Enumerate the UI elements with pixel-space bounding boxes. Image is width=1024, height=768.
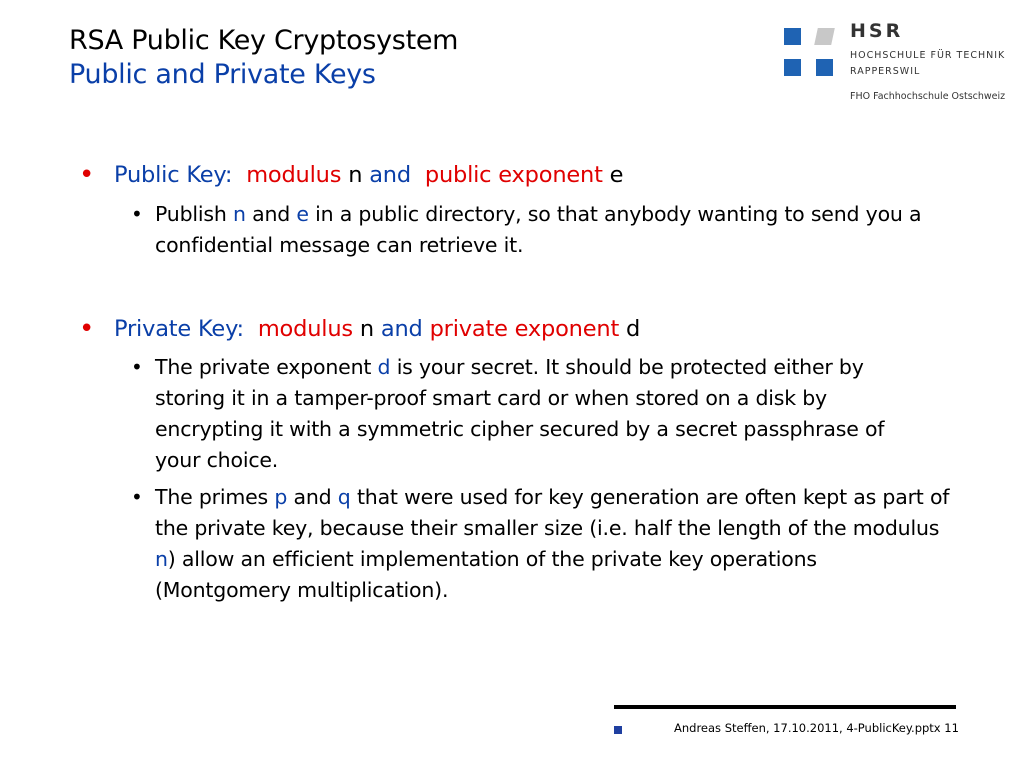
bullet-dot-icon: • xyxy=(131,202,143,226)
logo-line-2: RAPPERSWIL xyxy=(850,66,921,77)
bullet-public-key-text: Public Key: modulus n and public exponent e xyxy=(114,162,624,188)
logo-line-1: HOCHSCHULE FÜR TECHNIK xyxy=(850,50,1006,61)
footer-divider xyxy=(614,705,956,709)
bullet-dot-icon: • xyxy=(79,314,95,344)
sub-bullet-publish-text: Publish n and e in a public directory, so that anybody wanting to send you a confidential message can retrieve it. xyxy=(155,202,922,257)
logo-square-icon xyxy=(784,28,801,45)
sub-bullet-primes-text: The primes p and q that were used for key generation are often kept as part of the private key, because their smaller size (i.e. half the length of the modulus n) allow an efficient implementation of the private key operations (Montgomery multiplication). xyxy=(155,485,950,602)
title-line-2: Public and Private Keys xyxy=(69,59,376,90)
bullet-dot-icon: • xyxy=(131,485,143,509)
logo-line-3: FHO Fachhochschule Ostschweiz xyxy=(850,91,1006,102)
bullet-dot-icon: • xyxy=(79,160,95,190)
logo-square-icon xyxy=(784,59,801,76)
logo-square-icon xyxy=(814,28,835,45)
footer-text: Andreas Steffen, 17.10.2011, 4-PublicKey.pptx 11 xyxy=(674,721,959,735)
slide-title xyxy=(69,24,458,92)
sub-bullet-private-exponent-text: The private exponent d is your secret. It should be protected either by storing it in a tamper-proof smart card or when stored on a disk by encrypting it with a symmetric cipher secured by a secret passphrase of your choice. xyxy=(155,355,885,472)
bullet-dot-icon: • xyxy=(131,355,143,379)
hsr-logo xyxy=(784,20,1019,104)
logo-name: HSR xyxy=(850,20,904,42)
logo-square-icon xyxy=(816,59,833,76)
title-line-1: RSA Public Key Cryptosystem xyxy=(69,25,459,56)
footer-square-icon xyxy=(614,726,622,734)
bullet-private-key-text: Private Key: modulus n and private exponent d xyxy=(114,316,641,342)
